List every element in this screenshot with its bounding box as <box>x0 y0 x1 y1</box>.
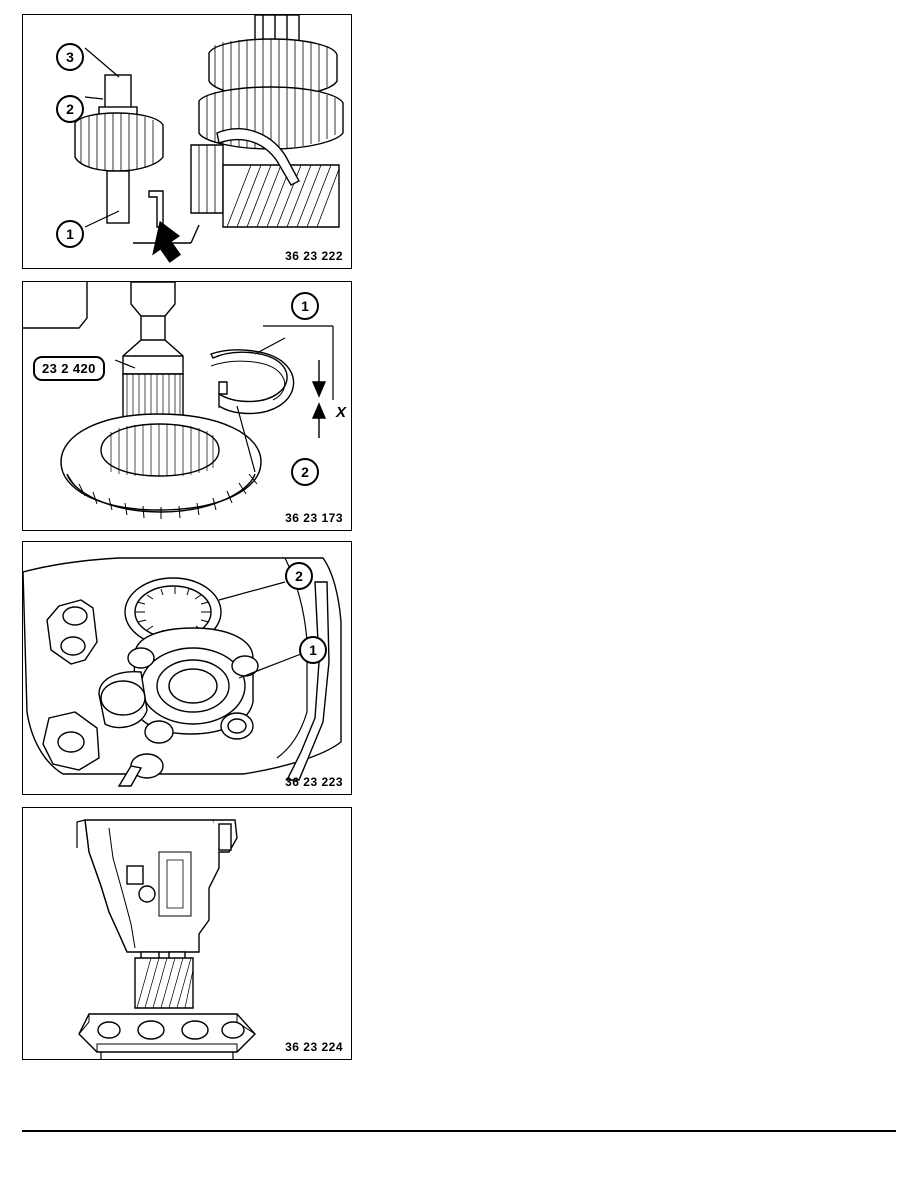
dimension-arrows <box>263 326 333 438</box>
figure-4-caption: 36 23 224 <box>285 1040 343 1054</box>
figure-3-callout-1: 1 <box>299 636 327 664</box>
figure-3-caption: 36 23 223 <box>285 775 343 789</box>
figure-2-caption: 36 23 173 <box>285 511 343 525</box>
figure-1-callout-1: 1 <box>56 220 84 248</box>
figure-2 <box>22 281 352 531</box>
figure-1-callout-3: 3 <box>56 43 84 71</box>
figure-1-callout-2: 2 <box>56 95 84 123</box>
figure-2-callout-2: 2 <box>291 458 319 486</box>
dimension-x-label: X <box>336 404 347 421</box>
footer-divider <box>22 1130 896 1132</box>
figure-2-callout-1: 1 <box>291 292 319 320</box>
figure-4-illustration <box>23 808 351 1059</box>
figure-3-callout-2: 2 <box>285 562 313 590</box>
figure-3 <box>22 541 352 795</box>
figure-4 <box>22 807 352 1060</box>
special-tool-label: 23 2 420 <box>33 356 105 381</box>
figure-1-caption: 36 23 222 <box>285 249 343 263</box>
direction-arrow <box>138 216 189 268</box>
figure-1 <box>22 14 352 269</box>
